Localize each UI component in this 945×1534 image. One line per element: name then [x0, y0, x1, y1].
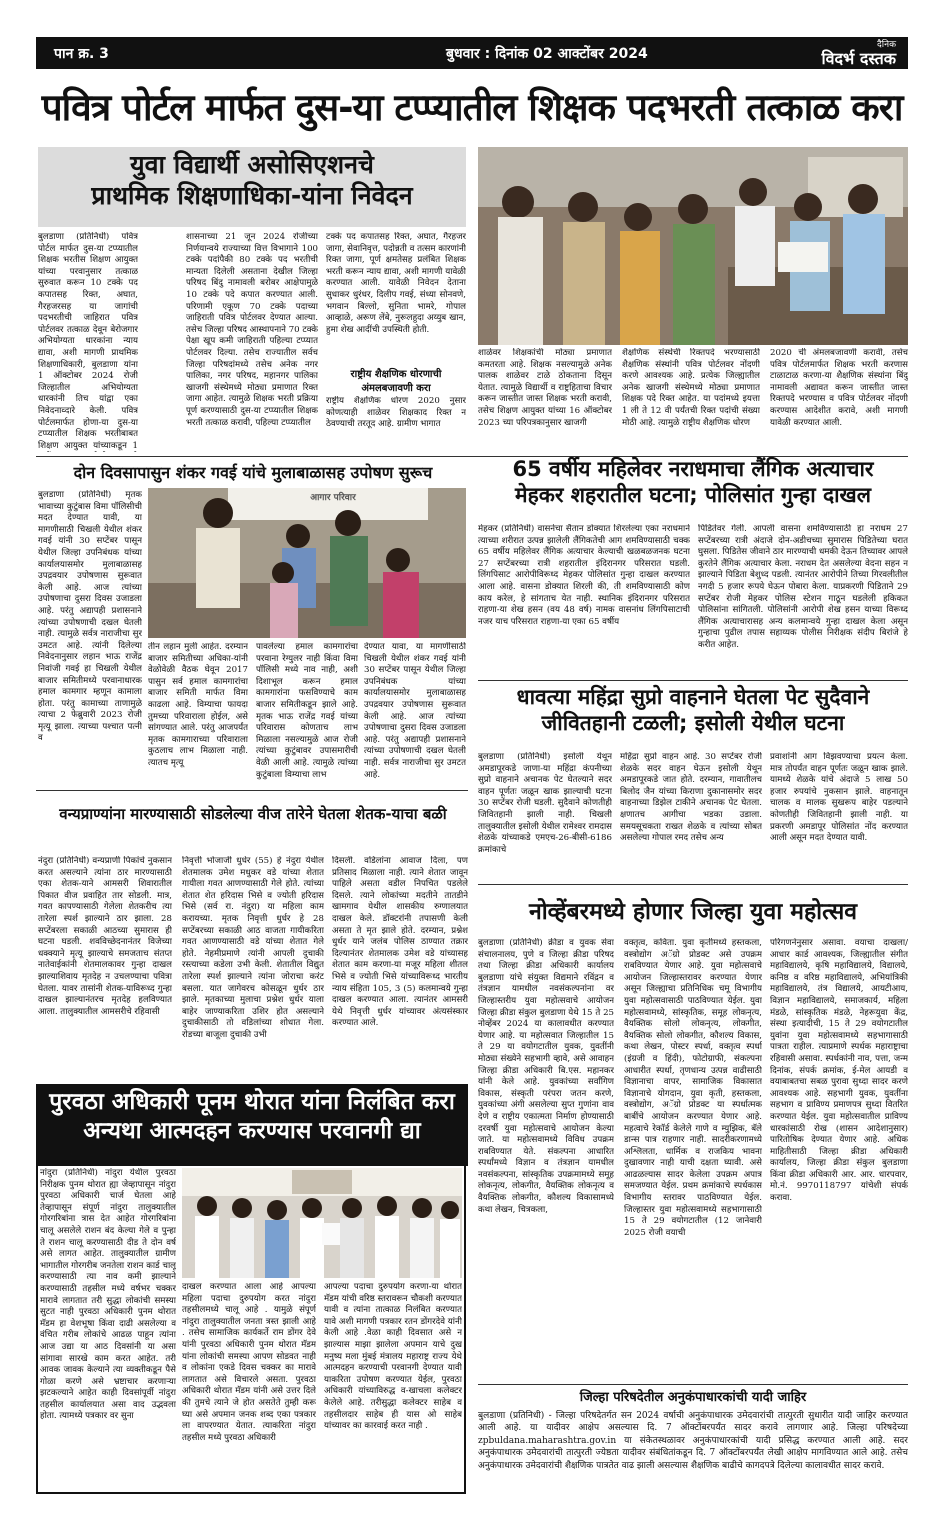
- story1-headline-line1: युवा विद्यार्थी असोसिएशनचे: [130, 150, 374, 179]
- story4-col2: महिंद्रा सुप्रो वाहन आहे. 30 सप्टेंबर रोजी शेळके सदर वाहन घेऊन इसोली येथून अमडापूरकडे जात होते. दरम्यान, गावातीलच बिलोद जैन यांच्या किराणा दुकानासमोर सदर वाहनाच्या डिझेल टाकीने अचानक पेट घेतला. क्षणातच आगीचा भडका उडाला. समयसूचकता राखत शेळके व त्यांच्या सोबत असलेल्या गोपाल रमद तसेच अन्य: [620, 752, 762, 844]
- story1-col3: टक्के पद कपातसह रिक्त, अघात, गैरहजर जागा, सेवानिवृत्त, पदोन्नती व तत्सम कारणांनी रिक्त जागा, पूर्ण क्षमतेसह प्रलंबित शिक्षक भरती करून न्याय द्यावा, अशी मागणी यावेळी करण्यात आली. यावेळी निवेदन देताना सुधाकर धुरंधर, दिलीप गवई, संध्या सोनवणे, भगवान बिल्लो, सुनिता भामरे, गोपाल आव्हाळे, अरूण लेंबे, नुरूलहुदा अय्युब खान, हुमा शेख आदींची उपस्थिती होती.: [326, 232, 466, 335]
- story4-col3: प्रवाशांनी आग विझवण्याचा प्रयत्न केला. मात्र तोपर्यंत वाहन पूर्णतः जळून खाक झाले. यामध्ये शेळके यांचे अंदाजे 5 लाख 50 हजार रुपयांचे नुकसान झाले. वाहनातून चालक व मालक सुखरूप बाहेर पडल्याने कोणतीही जिवितहानी झाली नाही. या प्रकरणी अमडापूर पोलिसांत नोंद करण्यात आली असून मदत देण्यात यावी.: [770, 752, 908, 844]
- story7-headline: [36, 1084, 468, 1166]
- story1-subheading: राष्ट्रीय शैक्षणिक धोरणाची अंमलबजावणी करा: [350, 369, 442, 394]
- story1-col3b: राष्ट्रीय शैक्षणिक धोरण 2020 नुसार कोणत्याही शाळेवर शिक्षकाद रिक्त न ठेवण्याची तरतूद आहे. ग्रामीण भागात: [326, 396, 466, 430]
- story7-headline-line1: पुरवठा अधिकारी पूनम थोरात यांना निलंबित करा: [49, 1089, 455, 1115]
- story7-headline-line2: अन्यथा आत्मदहन करण्यास परवानगी द्या: [83, 1117, 421, 1144]
- story3-col1: मेहकर (प्रतिनिधी) वासनेचा सैतान डोक्यात शिरलेल्या एका नराधमाने त्याच्या शरीरात उत्पन्न झालेली लैंगिकतेची आग शमविण्यासाठी चक्क 65 वर्षीय महिलेवर लैंगिक अत्याचार केल्याची खळबळजनक घटना 27 सप्टेंबरच्या रात्री शहरातील इंदिरानगर परिसरात घडली. लिंगपिसाट आरोपीविरूध्द मेहकर पोलिसांत गुन्हा दाखल करण्यात आला आहे. वासना डोक्यात शिरली की, ती शमविण्यासाठी कोण काय करेल, हे सांगताच येत नाही. स्थानिक इंदिरानगर परिसरात राहणा-या शेख हसन (वय 48 वर्ष) नामक वासनांध लिंगपिसाटाची नजर याच परिसरात राहणा-या एका 65 वर्षीय: [478, 524, 690, 627]
- masthead-bar: [36, 37, 908, 69]
- divider: [478, 884, 908, 885]
- story5-col1: नंदुरा (प्रतिनिधी) वन्यप्राणी पिकांचे नुकसान करत असल्याने त्यांना ठार मारण्यासाठी एका शेतक-याने आमसरी शिवारातील पिकात वीज प्रवाहित तार सोडली. मात्र, गवत कापण्यासाठी गेलेला शेतकरीच त्या तारेला स्पर्श झाल्याने ठार झाला. 28 सप्टेंबरला सकाळी आठच्या सुमारास ही घटना घडली. शवविच्छेदनानंतर विजेच्या धक्क्याने मृत्यू झाल्याचे समजताच संतप्त नातेवाईकांनी शेतमालकावर गुन्हा दाखल झाल्याशिवाय मृतदेह न उचलण्याचा पवित्रा घेतला. यावर तासांनी शेतक-याविरूध्द गुन्हा दाखल झाल्यानंतरच मृतदेह हलविण्यात आला. तालुक्यातील आमसरीचे रहिवासी: [38, 856, 172, 1017]
- story8-body: बुलडाणा (प्रतिनिधी) - जिल्हा परिषदेतर्गत सन 2024 वर्षाची अनुकंपाधारक उमेदवारांची तात्पुरती सुधारीत यादी जाहिर करण्यात आली आहे. या यादीवर आक्षेप असल्यास दि. 7 ऑक्टोंबरपर्यंत सादर करावे लागणार आहे. जिल्हा परिषदेच्या zpbuldana.maharashtra.gov.in या संकेतस्थळावर अनुकंपाधारकांची यादी प्रसिद्ध करण्यात आली आहे. सदर अनुकंपाधारक उमेदवारांची तात्पुरती ज्येष्ठता यादीवर संबंधितांकडून दि. 7 ऑक्टोंबरपर्यंत लेखी आक्षेप मागविण्यात आले आहे. तसेच अनुकंपाधारक उमेदवारांची शैक्षणिक पात्रतेत वाढ झाली असल्यास शैक्षणिक बाढीचे कागदपत्रे दिलेल्या कालावधीत सादर करावे.: [478, 1411, 908, 1471]
- story1-photo: [478, 147, 908, 345]
- story3-headline: [478, 456, 908, 522]
- story1-col1: बुलडाणा (प्रतिनिधी) पवित्र पोर्टल मार्फत दुस-या टप्प्यातील शिक्षक भरतीस शिक्षण आयुक्त यांच्या परवानुसार तत्काळ सुरुवात करून 10 टक्के पद कपातसह रिक्त, अघात, गैरहजरसह या जागांची पदभरतीची जाहिरात पवित्र पोर्टलवर तत्काळ देवून बेरोजगार अभियोग्यता धारकांना न्याय द्यावा, अशी मागणी प्राथमिक शिक्षणाधिकारी, बुलडाणा यांना 1 ऑक्टोबर 2024 रोजी जिल्हातील अभियोग्यता धारकांनी तिच यांद्वा एका निवेदनाव्दारे केली. पवित्र पोर्टलमार्फत होणा-या दुस-या टप्प्यातील शिक्षक भरतीबाबत शिक्षण आयुक्त यांच्याकडून 1: [38, 232, 138, 451]
- page-number: पान क्र. 3: [54, 46, 109, 62]
- story1-col5: शैक्षणिक संस्थेची रिक्तपदे भरण्यासाठी शैक्षणिक संस्थांनी पवित्र पोर्टलवर नोंदणी करणे आवश्यक आहे. प्रत्येक जिल्ह्यातील अनेक खाजगी संस्थेमध्ये मोठ्या प्रमाणात शिक्षक पदे रिक्त आहेत. या पदांमध्ये इयत्ता 1 ली ते 12 वी पर्यंतची रिक्त पदांची संख्या मोठी आहे. त्यामुळे राष्ट्रीय शैक्षणिक धोरण: [622, 348, 760, 428]
- story3-headline-line2: मेहकर शहरातील घटना; पोलिसांत गुन्हा दाखल: [515, 483, 871, 508]
- story7-col2: दाखल करण्यात आला आहे आपल्या महिला पदाचा दुरुपयोग करत नांदुरा तहसीलमध्ये चालू आहे . यामुळे संपूर्ण नांदुरा तालुक्यातील जनता त्रस्त झाली आहे . तसेच सामाजिक कार्यकर्ते राम डोंगर देवे यांनी पुरवठा अधिकारी पुनम थोरात मॅडम यांना लोकांची समस्या आपण सोडवत नाही व लोकांना एकडे दिवस चक्कर का मारावे लागतात असे विचारले असता. पुरवठा अधिकारी थोरात मॅडम यांनी असे उत्तर दिले की तुमचे त्याने जे होत असतेते तुम्ही करू घ्या असे अपमान जनक शब्द एका पत्रकार ला वापरण्यात येतात. त्याकरिता नांदुरा तहसील मध्ये पुरवठा अधिकारी: [182, 1282, 316, 1443]
- story7-col1: नांदुरा (प्रतिनिधी) नांदुरा येथील पुरवठा निरीक्षक पुनम थोरात ह्या जेव्हापासून नांदुरा पुरवठा अधिकारी चार्ज घेतला आहे तेव्हापासून संपूर्ण नांदुरा तालुक्यातील गोरगरिबांना त्रास देत आहेत गोरगरिबांना चालू असलेले राशन बंद केल्या गेले व पुन्हा ते राशन चालू करण्यासाठी दीड ते दोन वर्ष असे लागत आहेत. तालुक्यातील ग्रामीण भागातील गोरगरीब जनतेला राशन कार्ड चालू करण्यासाठी त्या नाव कमी झाल्याने करण्यासाठी तहसील मध्ये वर्षभर चक्कर मारावे लागतात तरी सुद्धा लोकांची समस्या सुटत नाही पुरवठा अधिकारी पुनम थोरात मॅडम हा वेशभूषा किंवा दाढी असलेल्या व वंचित गरीब लोकांचे आढळ पाहून त्यांना आज उद्या या आठ दिवसांनी या असा सांगावा सारखे काम करत आहेत. तरी आवक जावक केल्याने त्या व्यक्तीकडून पैसे गोळा करणे असे भ्रष्टाचार करणाऱ्या झटकल्याने आहेत काही दिवसांपूर्वी नांदुरा तहसील कार्यालयात असा वाद उद्भवला होता. त्यामध्ये पत्रकार वर सुना: [40, 1168, 176, 1422]
- story2-col4: देण्यात यावा, या मागणीसाठी चिखली येथील शंकर गवई यांनी 30 सप्टेंबर पासून येथील जिल्हा उपनिबंधक यांच्या कार्यालयासमोर मुलाबाळासह उपद्रवयार उपोषणास सुरूवात केली आहे. आज त्यांच्या उपोषणाचा दुसरा दिवस उजाडला आहे. परंतु अद्यापही प्रशासनाने त्यांच्या उपोषणाची दखल घेतली नाही. सर्वत्र नाराजीचा सुर उमटत आहे.: [364, 642, 466, 780]
- story1-col3-wrap: [326, 232, 466, 452]
- story5-col2: निवृत्ती भोजाजी धुर्धर (55) हे नंदुरा येथील शेतमालक उमेश मधुकर वडे यांच्या शेतात गायीला गवत आणण्यासाठी गेले होते. त्यांच्या शेतात शेत हरिदास भिसे व ज्योती हरिदास भिसे (सर्व रा. नंदुरा) या महिला काम करायच्या. मृतक निवृत्ती धुर्धर हे 28 सप्टेंबरच्या सकाळी आठ वाजता गायीकरिता गवत आणण्यासाठी वडे यांच्या शेतात गेले होते. नेहमीप्रमाणे त्यांनी आपली दुचाकी रस्त्याच्या कडेला उभी केली. शेतातील विद्युत तारेला स्पर्श झाल्याने त्यांना जोराचा करंट बसला. यात जागेवरच कोसळून धुर्धर ठार झाले. मृतकाच्या मुलाचा प्रश्नेश धुर्धर याला बाहेर जाण्याकरिता उशिर होत असल्याने दुचाकीसाठी तो वडिलांच्या शोधात गेला. रोडच्या बाजूला दुचाकी उभी: [182, 856, 324, 1040]
- story2-col3: पावलेल्या हमाल कामगारांचा परवाना रेग्युलर नाही किंवा विमा पॉलिसी मध्ये नाव नाही, अशी दिशाभूल करून हमाल कामगारांना फसविण्याचे काम बाजार समितीकडून झाले आहे. मृतक भाऊ राजेंद्र गवई यांच्या परिवारास कोणताच लाभ मिळाला नसल्यामुळे आज रोजी त्यांच्या कुटुंबावर उपासमारीची वेळी आली आहे. त्यामुळे त्यांच्या कुटुंबाला विम्याचा लाभ: [256, 642, 358, 780]
- story2-headline: दोन दिवसापासुन शंकर गवई यांचे मुलाबाळासह उपोषण सुरूच: [73, 463, 433, 482]
- brand-name: विदर्भ दस्तक: [821, 49, 896, 68]
- brand-prefix: दैनिक: [876, 40, 896, 50]
- story2-photo: [148, 488, 466, 638]
- story6-col1: बुलडाणा (प्रतिनिधी) क्रीडा व युवक सेवा संचालनालय, पुणे व जिल्हा क्रीडा परिषद तथा जिल्हा क्रीडा अधिकारी कार्यालय बुलडाणा यांचे संयुक्त विद्यमाने रविंद्रन व तंत्रज्ञान यामधील नवसंकल्पनांना वर जिल्हास्तरीय युवा महोत्सवाचे आयोजन जिल्हा क्रीडा संकुल बुलडाणा येथे 15 ते 25 नोव्हेंबर 2024 या कालावधीत करण्यात येणार आहे. या महोत्सवात जिल्हातील 15 ते 29 या वयोगटातील युवक, युवतींनी मोठ्या संख्येने सहभागी व्हावे, असे आवाहन जिल्हा क्रीडा अधिकारी बि.एस. महानकर यांनी केले आहे. युवकांच्या सर्वांगिण विकास, संस्कृती परंपरा जतन करणे, युवकांच्या अंगी असलेल्या सुप्त गुणांना वाव देणे व राष्ट्रीय एकात्मता निर्माण होण्यासाठी दरवर्षी युवा महोत्सवाचे आयोजन केल्या जाते. या महोत्सवामध्ये विविध उपक्रम राबविण्यात येते. संकल्पना आधारित स्पर्धांमध्ये विज्ञान व तंत्रज्ञान यामधील नवसंकल्पना, सांस्कृतिक उपक्रमामध्ये समूह लोकनृत्य, लोकगीत, वैयक्तिक लोकनृत्य व वैयक्तिक लोकगीत, कौशल्य विकासामध्ये कथा लेखन, चित्रकला,: [478, 938, 614, 1215]
- divider: [36, 790, 468, 791]
- story1-headline-line2: प्राथमिक शिक्षणाधिका-यांना निवेदन: [91, 181, 413, 211]
- story5-headline: वन्यप्राण्यांना मारण्यासाठी सोडलेल्या वीज तारेने घेतला शेतक-याचा बळी: [59, 805, 447, 823]
- story2-col1: बुलडाणा (प्रतिनिधी) मृतक भावाच्या कुटुंबास विमा पॉलिसीची मदत देण्यात यावी, या मागणीसाठी चिखली येथील शंकर गवई यांनी 30 सप्टेंबर पासून येथील जिल्हा उपनिबंधक यांच्या कार्यालयासमोर मुलाबाळासह उपद्रवयार उपोषणास सुरूवात केली आहे. आज त्यांच्या उपोषणाचा दुसरा दिवस उजाडला आहे. परंतु अद्यापही प्रशासनाने त्यांच्या उपोषणाची दखल घेतली नाही. त्यामुळे सर्वत्र नाराजीचा सुर उमटत आहे. त्यांनी दिलेल्या निवेदनानुसार लहान भाऊ राजेंद्र निवांजी गवई हा चिखली येथील बाजार समितीमध्ये परवानाधारक हमाल कामगार म्हणून कामाला होता. परंतु कामाच्या ताणामुळे त्याचा 2 फेब्रुवारी 2023 रोजी मृत्यू झाला. त्याच्या पश्चात पत्नी व: [38, 490, 142, 744]
- story1-col6: 2020 ची अंमलबजावणी करावी, तसेच पवित्र पोर्टलमार्फत शिक्षक भरती करणास टाळाटाळ करणा-या शैक्षणिक संस्थांना बिंदु नामावली अद्यावत करून जास्तीत जास्त रिक्तपदे भरण्यास व पवित्र पोर्टलवर नोंदणी करण्यास आदेशीत करावे, अशी मागणी यावेळी करण्यात आली.: [770, 348, 908, 428]
- story7-photo: [182, 1168, 462, 1278]
- story4-headline-line2: जीवितहानी टळली; इसोली येथील घटना: [541, 711, 845, 736]
- story1-headline: [38, 147, 466, 227]
- story2-col2: तीन लहान मुली आहेत. दरम्यान बाजार समितीच्या अधिका-यांनी वेळोवेळी वैठक घेवून 2017 पासुन सर्व हमाल कामगारांचा बाजार समिती मार्फत विमा काढला आहे. विम्याचा फायदा तुमच्या परिवाराला होईल, असे सांगण्यात आले. परंतु आजपर्यंत मृतक कामगाराच्या परिवाराला कुठलाच लाभ मिळाला नाही. त्यातच मृत्यू: [148, 642, 248, 768]
- banner-text: आगार परिवार: [310, 493, 356, 503]
- divider: [478, 1384, 908, 1385]
- story6-col3: परिगणनेनुसार असावा. वयाचा दाखला/आधार कार्ड आवश्यक, जिल्ह्यातील संगीत महाविद्यालये, कृषि महाविद्यालये, विद्यालये, कनिष्ठ व वरिष्ठ महाविद्यालये, अभियांत्रिकी महाविद्यालये, तंत्र विद्यालये, आयटीआय, विज्ञान महाविद्यालये, समाजकार्य, महिला मंडळे, सांस्कृतिक मंडळे, नेहरूयुवा केंद्र, संस्था इत्यादीची, 15 ते 29 वयोगटातील युवांना युवा महोत्सवामध्ये सहभागासाठी पात्रता राहील. त्याप्रमाणे स्पर्धक महाराष्ट्राचा रहिवासी असावा. स्पर्धकांनी नाव, पत्ता, जन्म दिनांक, संपर्क क्रमांक, ई-मेल आयडी व वयाबाबतचा सबळ पुरावा सुध्दा सादर करणे आवश्यक आहे. सहभागी युवक, युवतींना सहभाग व प्राविण्य प्रमाणपत्र सुध्दा वितरित करण्यात येईल. युवा महोत्सवातील प्राविण्य धारकांसाठी रोख (शासन आदेशानुसार) पारितोषिक देण्यात येणार आहे. अधिक माहितीसाठी जिल्हा क्रीडा अधिकारी कार्यालय, जिल्हा क्रीडा संकुल बुलडाणा किंवा क्रीडा अधिकारी आर. आर. धारपवार, मो.नं. 9970118797 यांचेशी संपर्क करावा.: [770, 938, 908, 1204]
- story3-col2: पिडितेवर गेली. आपली वासना शमविण्यासाठी हा नराधम 27 सप्टेंबरच्या रात्री अंदाजे दोन-अडीचच्या सुमारास पिडितेच्या घरात घुसला. पिडितेस जीवाने ठार मारण्याची धमकी देऊन तिच्यावर आपले कुरतेने लैंगिक अत्याचार केला. नराधम देत असलेल्या वेदना सहन न झाल्याने पिडिता बेशुध्द पडली. त्यानंतर आरोपीने तिच्या गिरवलीतील नगदी 5 हजार रूपये घेऊन पोबारा केला. याप्रकरणी पिडिताने 29 सप्टेंबर रोजी मेहकर पोलिस स्टेशन गाठून घडलेली हकिकत पोलिसांना सांगितली. पोलिसांनी आरोपी शेख हसन याच्या विरूध्द लैंगिक अत्याचारासह अन्य कलमान्वये गुन्हा दाखल केला असून गुन्हाचा पुढील तपास सहाय्यक पोलीस निरीक्षक संदीप बिरांजे हे करीत आहेत.: [698, 524, 908, 650]
- story4-headline: [478, 684, 908, 750]
- story3-headline-line1: 65 वर्षीय महिलेवर नराधमाचा लैंगिक अत्याचार: [512, 457, 874, 481]
- divider: [478, 680, 908, 681]
- main-headline: पवित्र पोर्टल मार्फत दुस-या टप्प्यातील शिक्षक पदभरती तत्काळ करा: [41, 86, 903, 129]
- issue-date: बुधवार : दिनांक 02 आक्टोंबर 2024: [446, 46, 648, 62]
- newspaper-brand: [821, 39, 896, 68]
- story4-col1: बुलडाणा (प्रतिनिधी) इसोली येथून अमडापूरकडे जाणा-या महिंद्रा कंपनीच्या सुप्रो वाहनाने अचानक पेट घेतल्याने सदर वाहन पूर्णतः जळून खाक झाल्याची घटना 30 सप्टेंबर रोजी घडली. सुदैवाने कोणतीही जिवितहानी झाली नाही. चिखली तालुक्यातील इसोली येथील रामेश्वर रामदास शेळके यांच्याकडे एमएच-26-बीसी-6186 क्रमांकाचे: [478, 752, 612, 855]
- story6-headline: नोव्हेंबरमध्ये होणार जिल्हा युवा महोत्सव: [528, 899, 858, 925]
- story1-col2: शासनाच्या 21 जून 2024 रोजीच्या निर्णयान्वये राज्याच्या वित्त विभागाने 100 टक्के पदांपैकी 80 टक्के पद भरतीची मान्यता दिलेली असताना देखील जिल्हा परिषद बिंदु नामावली बरोबर आक्षेपामुळे 10 टक्के पदे कपात करण्यात आली. परिणामी एकूण 70 टक्के पदाच्या जाहिराती पवित्र पोर्टलवर देण्यात आल्या. तसेच जिल्हा परिषद आस्थापनाने 70 टक्के पेक्षा खूप कमी जाहिराती पहिल्या टप्प्यात पोर्टलवर दिल्या. तसेच राज्यातील सर्वच जिल्हा परिषदांमध्ये तसेच अनेक नगर पालिका, नगर परिषद, महानगर पालिका खाजगी संस्थेमध्ये मोठ्या प्रमाणात रिक्त जागा आहेत. त्यामुळे शिक्षक भरती प्रक्रिया पूर्ण करण्यासाठी दुस-या टप्प्यातील शिक्षक भरती तत्काळ करावी, पहिल्या टप्प्यातील: [186, 232, 318, 428]
- story6-col2: वक्तृत्व, कविता. युवा कृतीमध्ये हस्तकला, वस्त्रोद्योग अॅग्रो प्रोडक्ट असे उपक्रम राबविण्यात येणार आहे. युवा महोत्सवाचे आयोजन जिल्हास्तरावर करण्यात येणार असून जिल्ह्याचा प्रतिनिधिक चमू विभागीय युवा महोत्सवासाठी पाठविण्यात येईल. युवा महोत्सवामध्ये, सांस्कृतिक, समूह लोकनृत्य, वैयक्तिक सोलो लोकनृत्य, लोकगीत, वैयक्तिक सोलो लोकगीत, कौशल्य विकास, कथा लेखन, पोस्टर स्पर्धा, वक्तृत्व स्पर्धा (इंग्रजी व हिंदी), फोटोग्राफी, संकल्पना आधारीत स्पर्धा, तृणधान्य उत्पन्न वाढीसाठी विज्ञानाचा वापर, सामाजिक विकासात विज्ञानाचे योगदान, युवा कृती, हस्तकला, वस्त्रोद्योग, अॅग्रो प्रोडक्ट या स्पर्धात्मक बाबींचे आयोजन करण्यात येणार आहे. महत्वाचे रेकॉर्ड केलेले गाणे व म्युझिक, बॅले डान्स पात्र राहणार नाही. सादरीकरणामध्ये अश्लिलता, धार्मिक व राजकिय भावना दुखावणार नाही याची दक्षता घ्यावी. असे आढळल्यास सादर केलेला उपक्रम अपात्र समजण्यात येईल. प्रथम क्रमांकाचे स्पर्धकास विभागीय स्तरावर पाठविण्यात येईल. जिल्हास्तर युवा महोत्सवामध्ये सहभागासाठी 15 ते 29 वयोगटातील (12 जानेवारी 2025 रोजी वयाची: [624, 938, 762, 1238]
- story7-col3: आपल्या पदाचा दुरुपयोग करणा-या थोरात मॅडम यांची वरिष्ठ स्तरावरून चौकशी करण्यात यावी व त्यांना तात्काळ निलंबित करण्यात यावे अशी मागणी पत्रकार रतन डोंगरदेवे यांनी केली आहे .वेळा काही दिवसात असे न झाल्यास माझा झालेला अपमान याचे दुख मनुष्य मला मुंबई मंत्रालय महाराष्ट्र राज्य येथे आत्मदहन करण्याची परवानगी देण्यात यावी याकरिता उपोषण करण्यात येईल, पुरवठा अधिकारी यांच्याविरुद्ध व-खाचला कलेक्टर केलेले आहे. तरीसुद्धा कलेक्टर साहेब व तहसीलदार साहेब ही यास ओ साहेब यांच्यावर का कारवाई करत नाही .: [324, 1282, 462, 1432]
- story8-headline: जिल्हा परिषदेतील अनुकंपाधारकांची यादी जाहिर: [579, 1390, 807, 1405]
- story5-col3: दिसली. वडिलांना आवाज दिला, पण प्रतिसाद मिळाला नाही. त्याने शेतात जावून पाहिले असता वडील निपचित पडलेले दिसले. त्याने लोकांच्या मदतीने तातडीने खामगाव येथील शासकीय रुग्णालयात दाखल केले. डॉक्टरांनी तपासणी केली असता ते मृत झाले होते. दरम्यान, प्रश्नेश धुर्धर याने जलंब पोलिस ठाण्यात तक्रार दिल्यानंतर शेतमालक उमेश वडे यांच्यासह शेतात काम करणा-या मजूर महिला शीतल भिसे व ज्योती भिसे यांच्याविरूध्द भारतीय न्याय संहिता 105, 3 (5) कलमान्वये गुन्हा दाखल करण्यात आला. त्यानंतर आमसरी येथे निवृत्ती धुर्धर यांच्यावर अंत्यसंस्कार करण्यात आले.: [332, 856, 468, 1029]
- story1-col4: शाळेवर शिक्षकांची मोठ्या प्रमाणात कमतरता आहे. शिक्षक नसल्यामुळे अनेक पालक शाळेवर टाळे ठोकताना दिसून येतात. त्यामुळे विद्यार्थी व राष्ट्रहिताचा विचार करून जास्तीत जास्त शिक्षक भरती करावी, तसेच शिक्षण आयुक्त यांच्या 16 ऑक्टोबर 2023 च्या परिपत्रकानुसार खाजगी: [478, 348, 612, 428]
- story4-headline-line1: धावत्या महिंद्रा सुप्रो वाहनाने घेतला पेट सुदैवाने: [516, 685, 870, 709]
